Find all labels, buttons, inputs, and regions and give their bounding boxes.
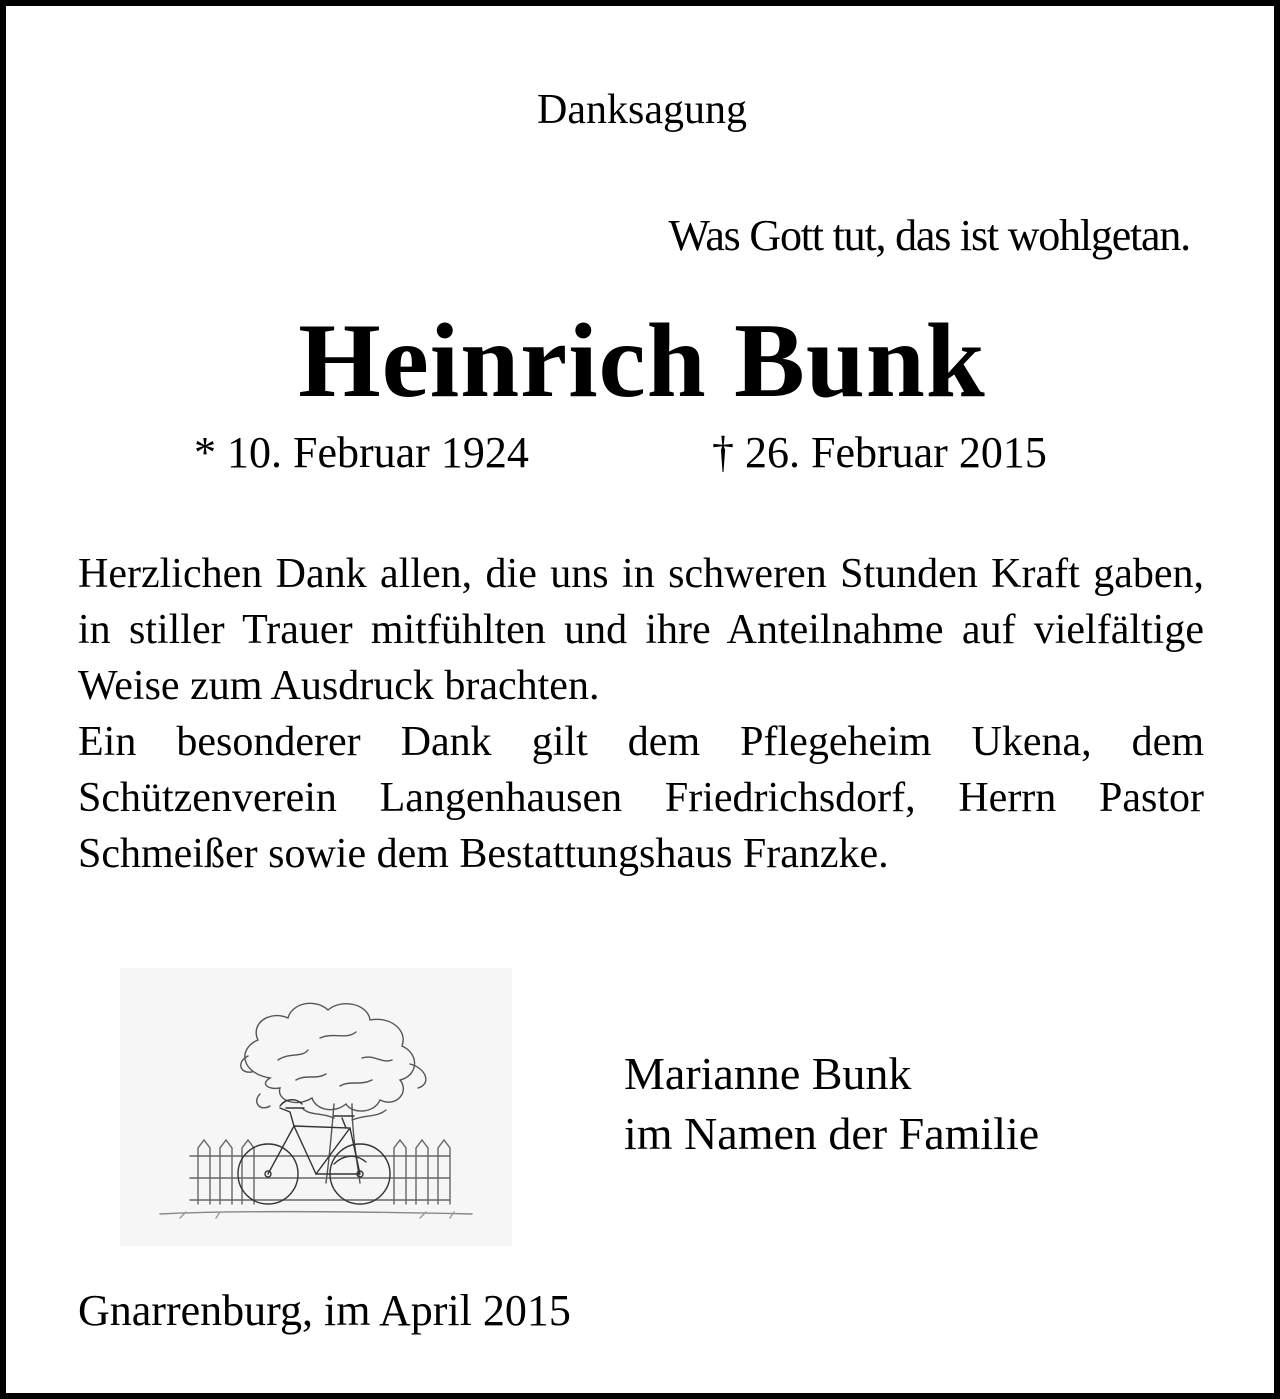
thanks-text [78,546,1204,882]
motto: Was Gott tut, das ist wohlgetan. [668,211,1190,260]
place-date: Gnarrenburg, im April 2015 [78,1286,571,1335]
signature-block [624,1044,1039,1164]
notice-heading: Danksagung [537,87,747,133]
deceased-name: Heinrich Bunk [298,302,986,419]
death-date: † 26. Februar 2015 [712,428,1047,477]
signatory-note: im Namen der Familie [624,1108,1040,1159]
signatory-name: Marianne Bunk [624,1048,912,1099]
tree-bicycle-illustration [120,968,512,1246]
thanks-paragraph: Herzlichen Dank allen, die uns in schweren Stunden Kraft gaben, in stiller Trauer mitfühlten und ihre Anteilnahme auf vielfältige Weise zum Ausdruck brachten. [78,551,1204,709]
birth-date: * 10. Februar 1924 [194,428,529,477]
thanks-paragraph: Ein besonderer Dank gilt dem Pflegeheim Ukena, dem Schützenverein Langenhausen Friedrichsdorf, Herrn Pastor Schmeißer sowie dem Bestattungshaus Franzke. [78,719,1204,877]
